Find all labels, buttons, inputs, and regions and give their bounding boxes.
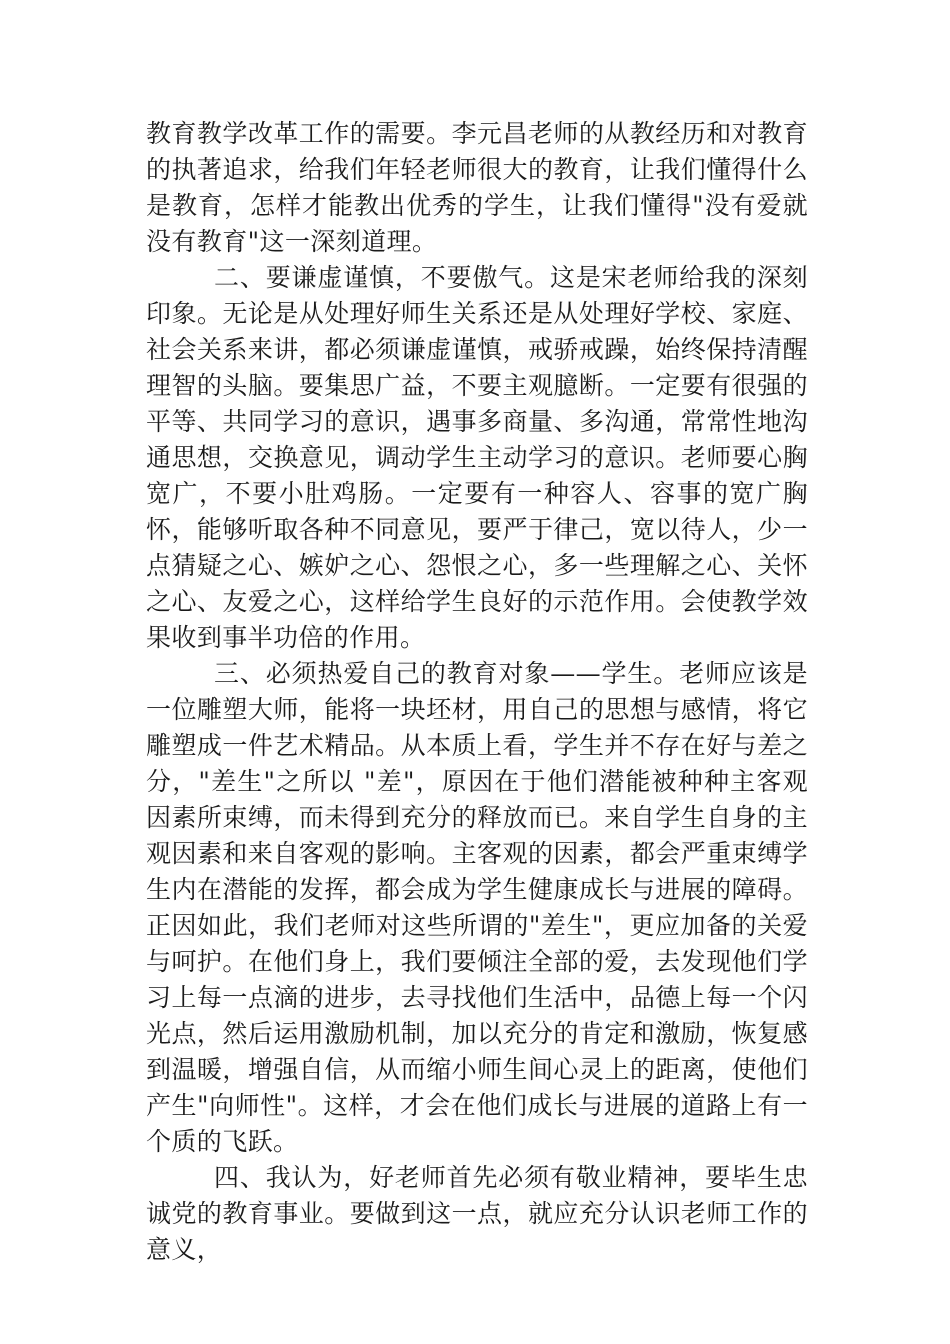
document-body bbox=[146, 116, 808, 1268]
paragraph-point-three: 三、必须热爱自己的教育对象——学生。老师应该是一位雕塑大师，能将一块坯材，用自己的思想与感情，将它雕塑成一件艺术精品。从本质上看，学生并不存在好与差之分，"差生"之所以 "差"，原因在于他们潜能被种种主客观因素所束缚，而未得到充分的释放而已。来自学生自身的主观因素和来自客观的影响。主客观的因素，都会严重束缚学生内在潜能的发挥，都会成为学生健康成长与进展的障碍。正因如此，我们老师对这些所谓的"差生"，更应加备的关爱与呵护。在他们身上，我们要倾注全部的爱，去发现他们学习上每一点滴的进步，去寻找他们生活中，品德上每一个闪光点，然后运用激励机制，加以充分的肯定和激励，恢复感到温暖，增强自信，从而缩小师生间心灵上的距离，使他们产生"向师性"。这样，才会在他们成长与进展的道路上有一个质的飞跃。 bbox=[146, 659, 808, 1156]
paragraph-point-four: 四、我认为，好老师首先必须有敬业精神，要毕生忠诚党的教育事业。要做到这一点，就应充分认识老师工作的意义， bbox=[146, 1163, 808, 1264]
paragraph-point-two: 二、要谦虚谨慎，不要傲气。这是宋老师给我的深刻印象。无论是从处理好师生关系还是从处理好学校、家庭、社会关系来讲，都必须谦虚谨慎，戒骄戒躁，始终保持清醒理智的头脑。要集思广益，不要主观臆断。一定要有很强的平等、共同学习的意识，遇事多商量、多沟通，常常性地沟通思想，交换意见，调动学生主动学习的意识。老师要心胸宽广，不要小肚鸡肠。一定要有一种容人、容事的宽广胸怀，能够听取各种不同意见，要严于律己，宽以待人，少一点猜疑之心、嫉妒之心、怨恨之心，多一些理解之心、关怀之心、友爱之心，这样给学生良好的示范作用。会使教学效果收到事半功倍的作用。 bbox=[146, 263, 808, 652]
paragraph-continuation: 教育教学改革工作的需要。李元昌老师的从教经历和对教育的执著追求，给我们年轻老师很大的教育，让我们懂得什么是教育，怎样才能教出优秀的学生，让我们懂得"没有爱就没有教育"这一深刻道理。 bbox=[146, 119, 808, 256]
